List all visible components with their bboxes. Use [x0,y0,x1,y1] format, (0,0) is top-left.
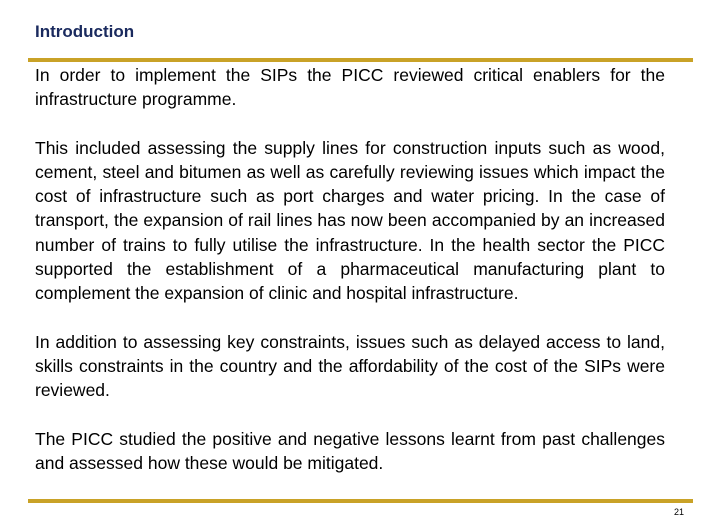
paragraph-4: The PICC studied the positive and negative lessons learnt from past challenges and assessed how these would be mitigated. [35,428,665,473]
slide-body [35,63,665,499]
paragraph-3: In addition to assessing key constraints, issues such as delayed access to land, skills constraints in the country and the affordability of the cost of the SIPs were reviewed. [35,331,665,401]
paragraph-1: In order to implement the SIPs the PICC reviewed critical enablers for the infrastructure programme. [35,65,665,110]
top-divider [28,58,693,62]
bottom-divider [28,499,693,503]
paragraph-2: This included assessing the supply lines for construction inputs such as wood, cement, steel and bitumen as well as carefully reviewing issues which impact the cost of infrastructure such as port charges and water pricing. In the case of transport, the expansion of rail lines has now been accompanied by an increased number of trains to fully utilise the infrastructure. In the health sector the PICC supported the establishment of a pharmaceutical manufacturing plant to complement the expansion of clinic and hospital infrastructure. [35,137,665,304]
page-number: 21 [673,507,684,517]
slide-title: Introduction [35,22,135,41]
